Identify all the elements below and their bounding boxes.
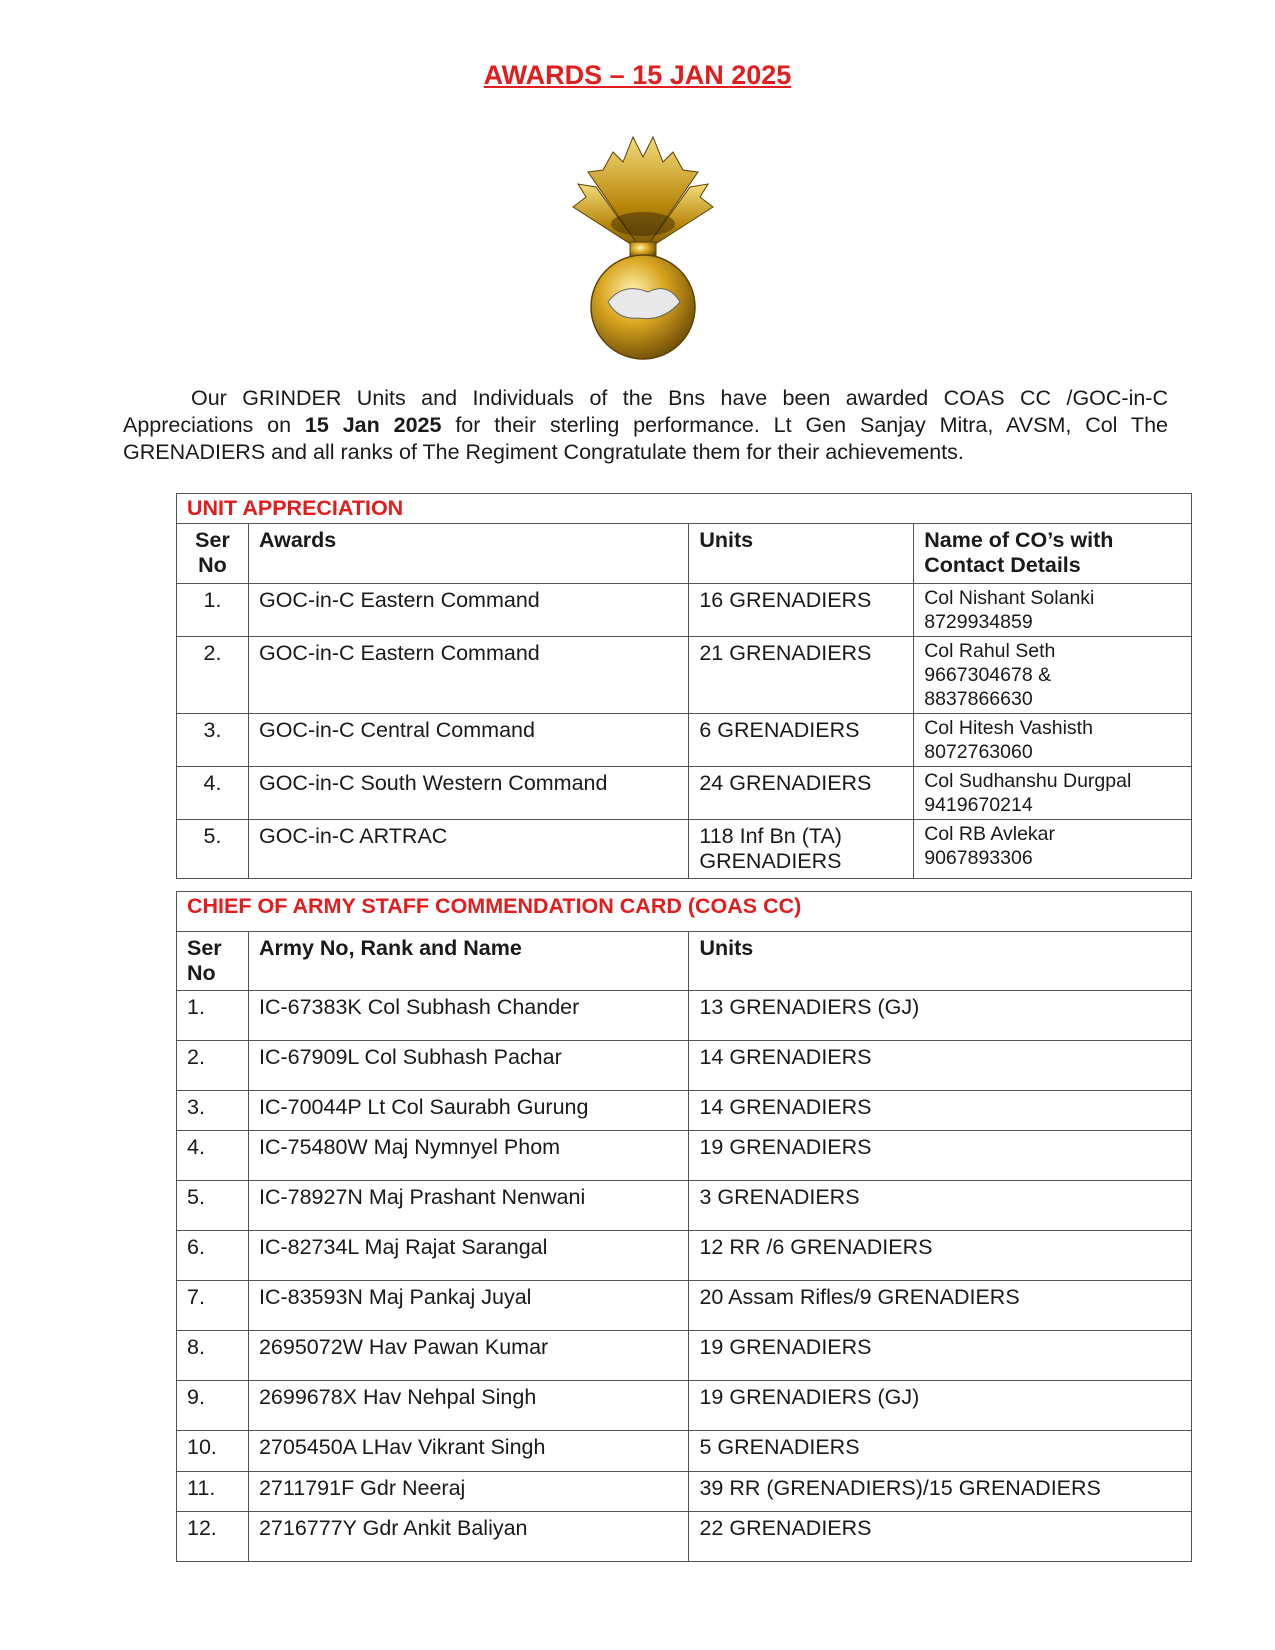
intro-text-1: Our GRINDER Units and Individuals of the Bns have been awarded COAS CC /GOC-in-C Appreciations on: [123, 386, 1168, 437]
unit: 16 GRENADIERS: [689, 584, 914, 637]
table-row: [177, 820, 1192, 879]
ser-no: 11.: [177, 1472, 249, 1512]
unit: 12 RR /6 GRENADIERS: [689, 1231, 1192, 1281]
army-no-rank-name: 2699678X Hav Nehpal Singh: [248, 1381, 688, 1431]
co-contact: 9667304678 & 8837866630: [924, 664, 1052, 710]
table-row: [177, 1381, 1192, 1431]
table-row: [177, 584, 1192, 637]
table-row: [177, 767, 1192, 820]
unit-appreciation-table: [176, 493, 1192, 879]
ser-no: 5.: [177, 1181, 249, 1231]
co-details: [914, 584, 1192, 637]
co-details: [914, 714, 1192, 767]
table-row: [177, 1131, 1192, 1181]
co-details: [914, 820, 1192, 879]
col-units: Units: [689, 932, 1192, 991]
table-row: [177, 1091, 1192, 1131]
co-name: Col RB Avlekar: [924, 823, 1055, 845]
ser-no: 9.: [177, 1381, 249, 1431]
army-no-rank-name: IC-67909L Col Subhash Pachar: [248, 1041, 688, 1091]
table-row: [177, 1331, 1192, 1381]
table-row: [177, 1431, 1192, 1472]
intro-paragraph: [123, 385, 1168, 466]
col-units: Units: [689, 524, 914, 584]
unit: 22 GRENADIERS: [689, 1512, 1192, 1562]
col-army-no-rank-name: Army No, Rank and Name: [248, 932, 688, 991]
unit: 39 RR (GRENADIERS)/15 GRENADIERS: [689, 1472, 1192, 1512]
award: GOC-in-C Eastern Command: [248, 584, 688, 637]
co-details: [914, 767, 1192, 820]
award: GOC-in-C Eastern Command: [248, 637, 688, 714]
unit: 14 GRENADIERS: [689, 1091, 1192, 1131]
unit: 21 GRENADIERS: [689, 637, 914, 714]
intro-text-2: for their sterling performance. Lt Gen Sanjay Mitra, AVSM, Col The GRENADIERS and all ranks of The Regiment Congratulate them for their achievements.: [123, 413, 1168, 464]
ser-no: 5.: [177, 820, 249, 879]
col-ser-no: Ser No: [177, 524, 249, 584]
coas-cc-heading: CHIEF OF ARMY STAFF COMMENDATION CARD (COAS CC): [177, 892, 1192, 932]
unit: 19 GRENADIERS (GJ): [689, 1381, 1192, 1431]
unit: 3 GRENADIERS: [689, 1181, 1192, 1231]
ser-no: 2.: [177, 1041, 249, 1091]
table-row: [177, 991, 1192, 1041]
ser-no: 2.: [177, 637, 249, 714]
army-no-rank-name: IC-75480W Maj Nymnyel Phom: [248, 1131, 688, 1181]
unit: 118 Inf Bn (TA) GRENADIERS: [689, 820, 914, 879]
table-row: [177, 637, 1192, 714]
co-name: Col Rahul Seth: [924, 640, 1056, 662]
ser-no: 6.: [177, 1231, 249, 1281]
army-no-rank-name: IC-67383K Col Subhash Chander: [248, 991, 688, 1041]
grenade-emblem-icon: [568, 132, 718, 364]
ser-no: 1.: [177, 584, 249, 637]
table-row: [177, 1512, 1192, 1562]
table-row: [177, 1181, 1192, 1231]
army-no-rank-name: 2711791F Gdr Neeraj: [248, 1472, 688, 1512]
unit: 5 GRENADIERS: [689, 1431, 1192, 1472]
unit: 19 GRENADIERS: [689, 1131, 1192, 1181]
co-contact: 9067893306: [924, 847, 1033, 869]
unit: 6 GRENADIERS: [689, 714, 914, 767]
col-co-details: Name of CO’s with Contact Details: [914, 524, 1192, 584]
army-no-rank-name: 2716777Y Gdr Ankit Baliyan: [248, 1512, 688, 1562]
unit: 19 GRENADIERS: [689, 1331, 1192, 1381]
co-name: Col Nishant Solanki: [924, 587, 1095, 609]
ser-no: 4.: [177, 1131, 249, 1181]
coas-cc-table: [176, 891, 1192, 1562]
table-row: [177, 1041, 1192, 1091]
ser-no: 4.: [177, 767, 249, 820]
co-contact: 8729934859: [924, 611, 1033, 633]
army-no-rank-name: IC-78927N Maj Prashant Nenwani: [248, 1181, 688, 1231]
ser-no: 12.: [177, 1512, 249, 1562]
ser-no: 3.: [177, 714, 249, 767]
table-row: [177, 1281, 1192, 1331]
ser-no: 10.: [177, 1431, 249, 1472]
table-row: [177, 1231, 1192, 1281]
unit: 24 GRENADIERS: [689, 767, 914, 820]
army-no-rank-name: IC-82734L Maj Rajat Sarangal: [248, 1231, 688, 1281]
ser-no: 3.: [177, 1091, 249, 1131]
ser-no: 7.: [177, 1281, 249, 1331]
co-name: Col Sudhanshu Durgpal: [924, 770, 1132, 792]
army-no-rank-name: 2695072W Hav Pawan Kumar: [248, 1331, 688, 1381]
unit: 13 GRENADIERS (GJ): [689, 991, 1192, 1041]
col-awards: Awards: [248, 524, 688, 584]
co-contact: 9419670214: [924, 794, 1033, 816]
unit: 14 GRENADIERS: [689, 1041, 1192, 1091]
ser-no: 1.: [177, 991, 249, 1041]
co-details: [914, 637, 1192, 714]
unit: 20 Assam Rifles/9 GRENADIERS: [689, 1281, 1192, 1331]
table-row: [177, 1472, 1192, 1512]
army-no-rank-name: IC-70044P Lt Col Saurabh Gurung: [248, 1091, 688, 1131]
award: GOC-in-C Central Command: [248, 714, 688, 767]
col-ser-no: Ser No: [177, 932, 249, 991]
army-no-rank-name: IC-83593N Maj Pankaj Juyal: [248, 1281, 688, 1331]
army-no-rank-name: 2705450A LHav Vikrant Singh: [248, 1431, 688, 1472]
ser-no: 8.: [177, 1331, 249, 1381]
co-name: Col Hitesh Vashisth: [924, 717, 1093, 739]
unit-appreciation-heading: UNIT APPRECIATION: [177, 494, 1192, 524]
intro-date: 15 Jan 2025: [304, 413, 442, 437]
award: GOC-in-C South Western Command: [248, 767, 688, 820]
table-row: [177, 714, 1192, 767]
page-title: AWARDS – 15 JAN 2025: [483, 60, 792, 90]
award: GOC-in-C ARTRAC: [248, 820, 688, 879]
co-contact: 8072763060: [924, 741, 1033, 763]
